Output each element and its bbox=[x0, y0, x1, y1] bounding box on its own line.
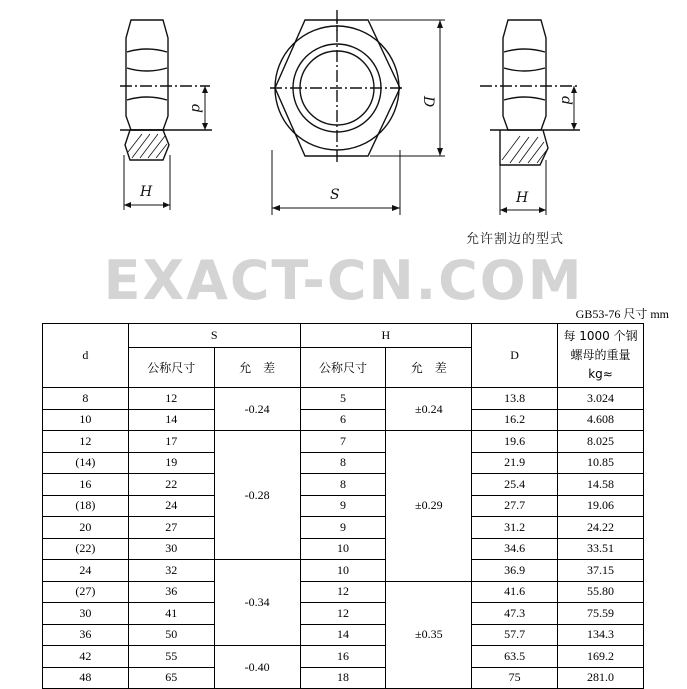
table-row bbox=[43, 431, 644, 453]
header-S: S bbox=[128, 324, 300, 348]
cell-d: 24 bbox=[43, 560, 129, 582]
figure-caption: 允许割边的型式 bbox=[466, 232, 565, 247]
cell-s-tolerance: -0.34 bbox=[214, 560, 300, 646]
cell-D: 21.9 bbox=[472, 452, 558, 474]
cell-d: 36 bbox=[43, 624, 129, 646]
table-row bbox=[43, 624, 644, 646]
right-side-view bbox=[480, 20, 580, 215]
cell-D: 75 bbox=[472, 667, 558, 689]
header-S-tolerance: 允 差 bbox=[214, 348, 300, 388]
cell-weight: 281.0 bbox=[558, 667, 644, 689]
cell-h: 9 bbox=[300, 517, 386, 539]
header-S-nominal: 公称尺寸 bbox=[128, 348, 214, 388]
dim-label-H-left: H bbox=[140, 184, 153, 200]
cell-h: 9 bbox=[300, 495, 386, 517]
standard-label: GB53-76 尺寸 mm bbox=[575, 307, 669, 321]
cell-h: 8 bbox=[300, 474, 386, 496]
cell-s-tolerance: -0.28 bbox=[214, 431, 300, 560]
cell-D: 16.2 bbox=[472, 409, 558, 431]
cell-s: 36 bbox=[128, 581, 214, 603]
header-H-tolerance: 允 差 bbox=[386, 348, 472, 388]
cell-d: 48 bbox=[43, 667, 129, 689]
cell-s: 65 bbox=[128, 667, 214, 689]
cell-weight: 169.2 bbox=[558, 646, 644, 668]
cell-D: 25.4 bbox=[472, 474, 558, 496]
cell-s-tolerance: -0.40 bbox=[214, 646, 300, 689]
table-row bbox=[43, 409, 644, 431]
header-H: H bbox=[300, 324, 472, 348]
cell-d: (14) bbox=[43, 452, 129, 474]
cell-s: 32 bbox=[128, 560, 214, 582]
cell-h: 8 bbox=[300, 452, 386, 474]
header-D: D bbox=[472, 324, 558, 388]
cell-D: 34.6 bbox=[472, 538, 558, 560]
cell-D: 57.7 bbox=[472, 624, 558, 646]
cell-D: 31.2 bbox=[472, 517, 558, 539]
cell-h: 12 bbox=[300, 581, 386, 603]
table-row bbox=[43, 474, 644, 496]
cell-D: 47.3 bbox=[472, 603, 558, 625]
cell-d: 16 bbox=[43, 474, 129, 496]
cell-d: (27) bbox=[43, 581, 129, 603]
cell-s: 41 bbox=[128, 603, 214, 625]
left-hatching bbox=[128, 134, 167, 158]
cell-h: 10 bbox=[300, 538, 386, 560]
cell-D: 63.5 bbox=[472, 646, 558, 668]
cell-s: 50 bbox=[128, 624, 214, 646]
table-row bbox=[43, 388, 644, 410]
cell-h-tolerance: ±0.24 bbox=[386, 388, 472, 431]
cell-s: 19 bbox=[128, 452, 214, 474]
cell-s: 30 bbox=[128, 538, 214, 560]
cell-h: 12 bbox=[300, 603, 386, 625]
dim-label-d-right: d bbox=[558, 96, 574, 105]
nut-spec-table bbox=[42, 323, 644, 689]
right-hatching bbox=[502, 136, 546, 163]
header-H-nominal: 公称尺寸 bbox=[300, 348, 386, 388]
cell-d: 42 bbox=[43, 646, 129, 668]
cell-d: 30 bbox=[43, 603, 129, 625]
dim-label-D: D bbox=[420, 96, 436, 108]
cell-D: 13.8 bbox=[472, 388, 558, 410]
nut-technical-drawing bbox=[0, 0, 687, 250]
dim-label-H-right: H bbox=[516, 190, 529, 206]
left-side-view bbox=[120, 20, 212, 210]
cell-weight: 19.06 bbox=[558, 495, 644, 517]
cell-s: 55 bbox=[128, 646, 214, 668]
hex-top-view bbox=[270, 10, 445, 215]
table-row bbox=[43, 646, 644, 668]
cell-s: 24 bbox=[128, 495, 214, 517]
cell-h: 7 bbox=[300, 431, 386, 453]
watermark: EXACT-CN.COM bbox=[103, 249, 584, 312]
cell-s: 14 bbox=[128, 409, 214, 431]
dim-label-S: S bbox=[330, 187, 340, 203]
cell-h-tolerance: ±0.35 bbox=[386, 581, 472, 689]
cell-weight: 14.58 bbox=[558, 474, 644, 496]
cell-h: 14 bbox=[300, 624, 386, 646]
cell-h: 18 bbox=[300, 667, 386, 689]
table-row bbox=[43, 452, 644, 474]
cell-D: 27.7 bbox=[472, 495, 558, 517]
cell-h-tolerance: ±0.29 bbox=[386, 431, 472, 582]
table-row bbox=[43, 538, 644, 560]
cell-h: 10 bbox=[300, 560, 386, 582]
cell-D: 36.9 bbox=[472, 560, 558, 582]
cell-d: 20 bbox=[43, 517, 129, 539]
cell-D: 41.6 bbox=[472, 581, 558, 603]
cell-s-tolerance: -0.24 bbox=[214, 388, 300, 431]
cell-weight: 75.59 bbox=[558, 603, 644, 625]
cell-h: 6 bbox=[300, 409, 386, 431]
cell-d: 10 bbox=[43, 409, 129, 431]
cell-weight: 37.15 bbox=[558, 560, 644, 582]
header-weight: 每 1000 个钢螺母的重量 kg≈ bbox=[558, 324, 644, 388]
cell-s: 12 bbox=[128, 388, 214, 410]
cell-weight: 8.025 bbox=[558, 431, 644, 453]
table-row bbox=[43, 603, 644, 625]
table-row bbox=[43, 495, 644, 517]
cell-s: 27 bbox=[128, 517, 214, 539]
cell-weight: 33.51 bbox=[558, 538, 644, 560]
table-row bbox=[43, 667, 644, 689]
cell-D: 19.6 bbox=[472, 431, 558, 453]
cell-d: 12 bbox=[43, 431, 129, 453]
cell-s: 17 bbox=[128, 431, 214, 453]
table-row bbox=[43, 560, 644, 582]
header-d: d bbox=[43, 324, 129, 388]
cell-s: 22 bbox=[128, 474, 214, 496]
cell-weight: 4.608 bbox=[558, 409, 644, 431]
cell-weight: 55.80 bbox=[558, 581, 644, 603]
cell-d: (18) bbox=[43, 495, 129, 517]
dim-label-d-left: d bbox=[188, 104, 204, 113]
table-row bbox=[43, 517, 644, 539]
cell-weight: 3.024 bbox=[558, 388, 644, 410]
table-row bbox=[43, 581, 644, 603]
cell-weight: 10.85 bbox=[558, 452, 644, 474]
cell-weight: 24.22 bbox=[558, 517, 644, 539]
cell-d: 8 bbox=[43, 388, 129, 410]
cell-h: 5 bbox=[300, 388, 386, 410]
cell-h: 16 bbox=[300, 646, 386, 668]
cell-d: (22) bbox=[43, 538, 129, 560]
cell-weight: 134.3 bbox=[558, 624, 644, 646]
